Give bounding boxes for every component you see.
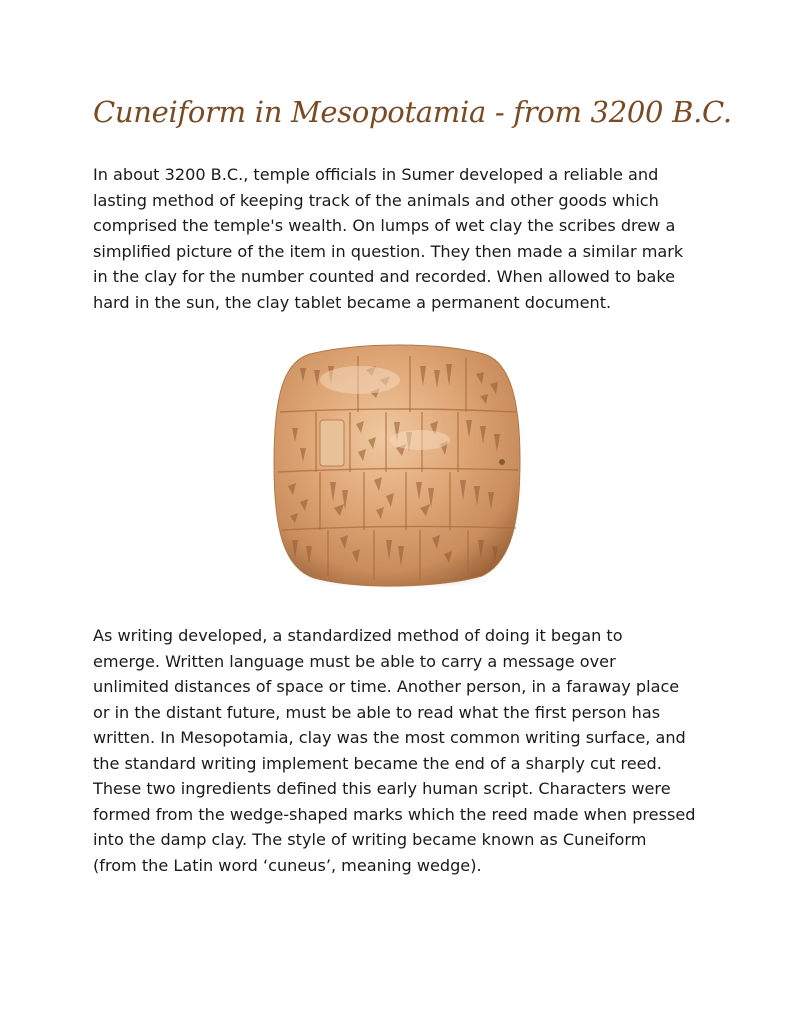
paragraph-line: formed from the wedge-shaped marks which the reed made when pressed [93, 804, 696, 824]
paragraph-line: hard in the sun, the clay tablet became a permanent document. [93, 292, 612, 312]
development-paragraph [93, 623, 713, 878]
clay-tablet-image [270, 340, 524, 590]
paragraph-line: lasting method of keeping track of the animals and other goods which [93, 190, 659, 210]
paragraph-line: As writing developed, a standardized method of doing it began to [93, 626, 623, 645]
intro-paragraph [93, 162, 713, 315]
paragraph-line: (from the Latin word ‘cuneus’, meaning wedge). [93, 855, 482, 875]
paragraph-line: emerge. Written language must be able to carry a message over [93, 651, 616, 671]
page-title: Cuneiform in Mesopotamia - from 3200 B.C. [93, 95, 732, 129]
paragraph-line: the standard writing implement became the end of a sharply cut reed. [93, 753, 662, 773]
paragraph-line: written. In Mesopotamia, clay was the most common writing surface, and [93, 728, 686, 747]
paragraph-line: into the damp clay. The style of writing became known as Cuneiform [93, 830, 647, 849]
paragraph-line: simplified picture of the item in question. They then made a similar mark [93, 241, 684, 261]
paragraph-line: or in the distant future, must be able to read what the first person has [93, 702, 661, 722]
paragraph-line: These two ingredients defined this early human script. Characters were [93, 779, 671, 798]
paragraph-line: unlimited distances of space or time. Another person, in a faraway place [93, 677, 680, 696]
paragraph-line: In about 3200 B.C., temple officials in Sumer developed a reliable and [93, 165, 659, 184]
paragraph-line: comprised the temple's wealth. On lumps of wet clay the scribes drew a [93, 216, 676, 235]
paragraph-line: in the clay for the number counted and recorded. When allowed to bake [93, 267, 675, 286]
